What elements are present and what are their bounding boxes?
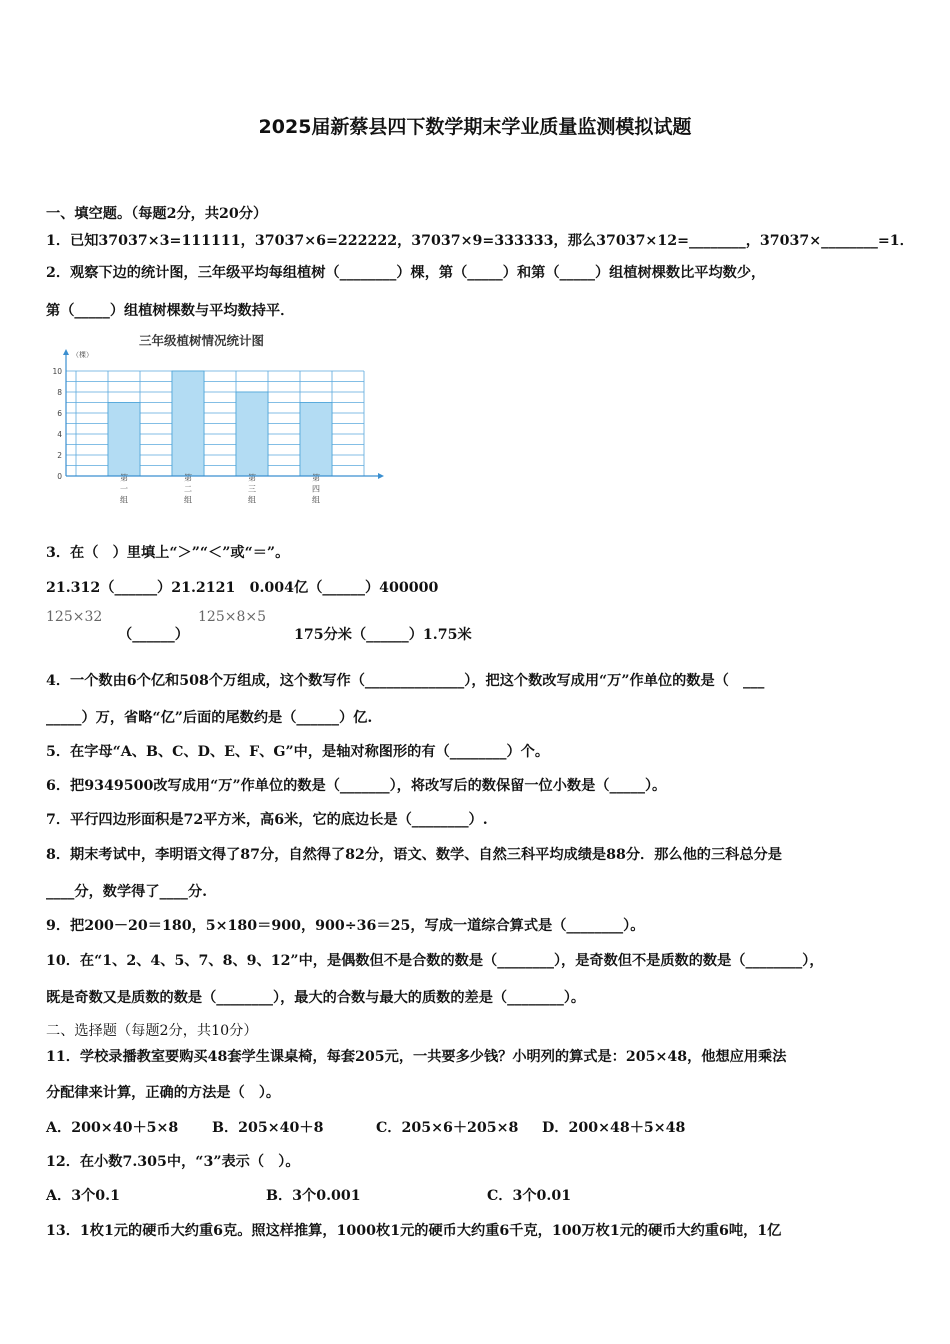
question-1: 1．已知37037×3=111111，37037×6=222222，37037×9=333333，那么37037×12=________，37037×________=1． xyxy=(46,233,914,249)
question-12: 12．在小数7.305中，“3”表示（ ）。 xyxy=(46,1154,300,1170)
question-8-line-1: 8．期末考试中，李明语文得了87分，自然得了82分，语文、数学、自然三科平均成绩是88分．那么他的三科总分是 xyxy=(46,847,782,863)
question-4-line-1: 4．一个数由6个亿和508个万组成，这个数写作（______________），把这个数改写成用“万”作单位的数是（ ___ xyxy=(46,673,765,689)
question-11-option-b: B．205×40＋8 xyxy=(212,1120,324,1136)
chart-y-arrow xyxy=(63,349,69,355)
question-10-line-1: 10．在“1、2、4、5、7、8、9、12”中，是偶数但不是合数的数是（________），是奇数但不是质数的数是（________）， xyxy=(46,953,824,969)
chart-y-tick: 2 xyxy=(57,451,62,460)
question-11-option-d: D．200×48＋5×48 xyxy=(542,1120,686,1136)
question-11-option-a: A．200×40＋5×8 xyxy=(46,1120,179,1136)
question-3-blank-1: （______） xyxy=(118,627,189,643)
chart-bar-4 xyxy=(300,403,332,477)
tree-planting-chart xyxy=(44,330,394,520)
chart-y-tick: 10 xyxy=(52,367,62,376)
chart-x-label-2: 第二组 xyxy=(183,473,193,507)
question-3-row-1: 21.312（______）21.2121 0.004亿（______）400000 xyxy=(46,580,439,596)
chart-y-tick: 0 xyxy=(57,472,62,481)
question-13: 13．1枚1元的硬币大约重6克。照这样推算，1000枚1元的硬币大约重6千克，100万枚1元的硬币大约重6吨，1亿 xyxy=(46,1223,782,1239)
question-11-option-c: C．205×6＋205×8 xyxy=(376,1120,519,1136)
chart-bar-1 xyxy=(108,403,140,477)
question-3-expression-2: 125×8×5 xyxy=(198,609,266,625)
chart-y-tick: 4 xyxy=(57,430,62,439)
chart-title: 三年级植树情况统计图 xyxy=(139,333,265,348)
section-1-heading: 一、填空题。（每题2分，共20分） xyxy=(46,206,268,222)
question-12-option-b: B．3个0.001 xyxy=(266,1188,361,1204)
chart-x-label-1: 第一组 xyxy=(119,473,129,507)
question-2-line-2: 第（_____）组植树棵数与平均数持平． xyxy=(46,303,295,319)
question-3: 3．在（ ）里填上“＞”“＜”或“＝”。 xyxy=(46,545,290,561)
chart-bar-2 xyxy=(172,371,204,476)
question-9: 9．把200－20＝180，5×180＝900，900÷36＝25，写成一道综合算式是（________）。 xyxy=(46,918,645,934)
question-2-line-1: 2．观察下边的统计图，三年级平均每组植树（________）棵，第（_____）和第（_____）组植树棵数比平均数少， xyxy=(46,265,766,281)
chart-x-label-3: 第三组 xyxy=(247,473,257,507)
question-12-option-c: C．3个0.01 xyxy=(487,1188,572,1204)
question-4-line-2: _____）万，省略“亿”后面的尾数约是（______）亿. xyxy=(46,710,373,726)
question-3-row-2: 175分米（______）1.75米 xyxy=(294,627,472,643)
section-2-heading: 二、选择题（每题2分，共10分） xyxy=(46,1023,258,1039)
question-11-line-1: 11．学校录播教室要购买48套学生课桌椅，每套205元，一共要多少钱？小明列的算式是：205×48，他想应用乘法 xyxy=(46,1049,787,1065)
chart-y-axis-label: （棵） xyxy=(72,351,93,359)
question-5: 5．在字母“A、B、C、D、E、F、G”中，是轴对称图形的有（________）个。 xyxy=(46,744,550,760)
question-3-expression-1: 125×32 xyxy=(46,609,103,625)
chart-x-label-4: 第四组 xyxy=(311,473,321,507)
page-title: 2025届新蔡县四下数学期末学业质量监测模拟试题 xyxy=(258,116,692,138)
chart-x-arrow xyxy=(378,473,384,479)
question-12-option-a: A．3个0.1 xyxy=(46,1188,120,1204)
question-6: 6．把9349500改写成用“万”作单位的数是（_______），将改写后的数保留一位小数是（_____）。 xyxy=(46,778,667,794)
chart-y-tick: 6 xyxy=(57,409,62,418)
chart-bar-3 xyxy=(236,392,268,476)
question-11-line-2: 分配律来计算，正确的方法是（ ）。 xyxy=(46,1085,281,1101)
question-8-line-2: ____分，数学得了____分. xyxy=(46,884,208,900)
chart-y-tick: 8 xyxy=(57,388,62,397)
question-10-line-2: 既是奇数又是质数的数是（________），最大的合数与最大的质数的差是（________）。 xyxy=(46,990,586,1006)
question-7: 7．平行四边形面积是72平方米，高6米，它的底边长是（________）. xyxy=(46,812,488,828)
